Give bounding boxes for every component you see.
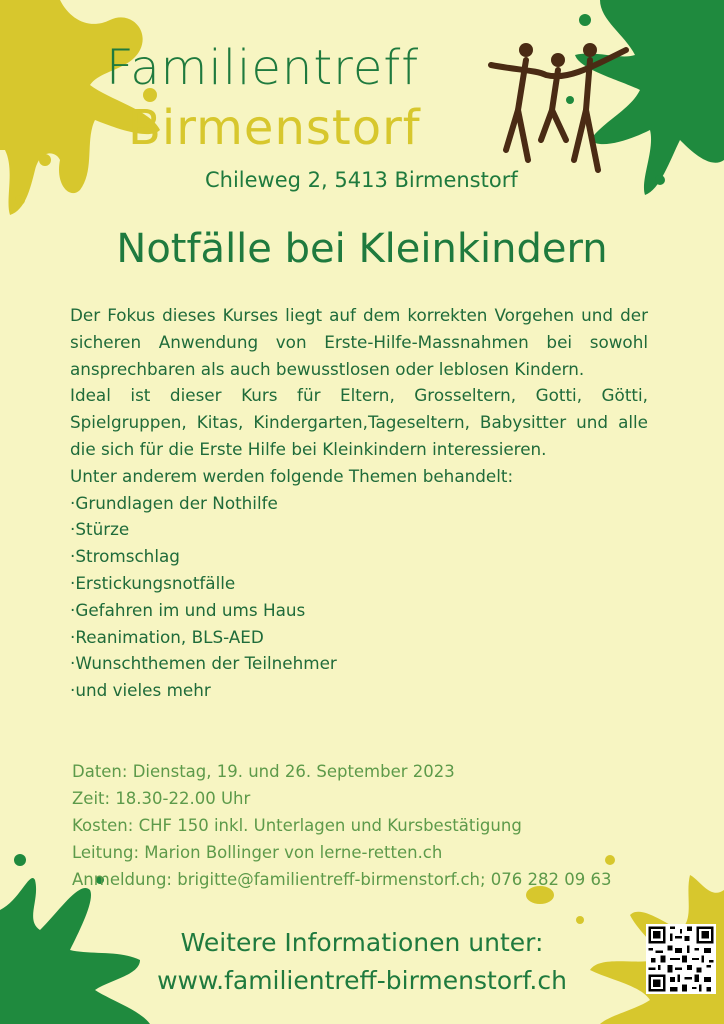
lead-text: Leitung: Marion Bollinger von lerne-retten.ch <box>72 843 443 862</box>
list-item: ·Reanimation, BLS-AED <box>70 626 264 647</box>
page-title: Notfälle bei Kleinkindern <box>116 226 608 272</box>
list-item: ·Stürze <box>70 519 130 540</box>
family-figures-icon <box>486 40 636 175</box>
description-paragraph-2: Ideal ist dieser Kurs für Eltern, Grosseltern, Gotti, Götti, Spielgruppen, Kitas, Kindergarten,Tageseltern, Babysitter und alle die sich für die Erste Hilfe bei Kleinkindern interessieren. <box>70 385 648 459</box>
registration-text: Anmeldung: brigitte@familientreff-birmenstorf.ch; 076 282 09 63 <box>72 870 612 889</box>
list-item: ·und vieles mehr <box>70 680 211 701</box>
dates-text: Daten: Dienstag, 19. und 26. September 2023 <box>72 762 455 781</box>
list-item: ·Wunschthemen der Teilnehmer <box>70 653 337 674</box>
course-description <box>70 302 648 704</box>
list-item: ·Stromschlag <box>70 546 180 567</box>
logo-title: Familientreff <box>106 40 420 96</box>
cost-text: Kosten: CHF 150 inkl. Unterlagen und Kursbestätigung <box>72 816 522 835</box>
description-paragraph-1: Der Fokus dieses Kurses liegt auf dem korrekten Vorgehen und der sicheren Anwendung von Erste-Hilfe-Massnahmen bei sowohl ansprechbaren als auch bewusstlosen oder leblosen Kindern. <box>70 305 648 379</box>
topics-intro: Unter anderem werden folgende Themen behandelt: <box>70 465 514 486</box>
website-link[interactable]: www.familientreff-birmenstorf.ch <box>157 966 567 995</box>
list-item: ·Grundlagen der Nothilfe <box>70 492 278 513</box>
time-text: Zeit: 18.30-22.00 Uhr <box>72 789 251 808</box>
list-item: ·Erstickungsnotfälle <box>70 572 236 593</box>
footer-info-label: Weitere Informationen unter: <box>180 928 544 957</box>
course-details <box>72 758 612 893</box>
topics-list <box>70 490 648 704</box>
logo-subtitle: Birmenstorf <box>128 100 421 156</box>
address: Chileweg 2, 5413 Birmenstorf <box>205 168 518 192</box>
list-item: ·Gefahren im und ums Haus <box>70 599 306 620</box>
qr-code-icon[interactable] <box>646 924 716 994</box>
